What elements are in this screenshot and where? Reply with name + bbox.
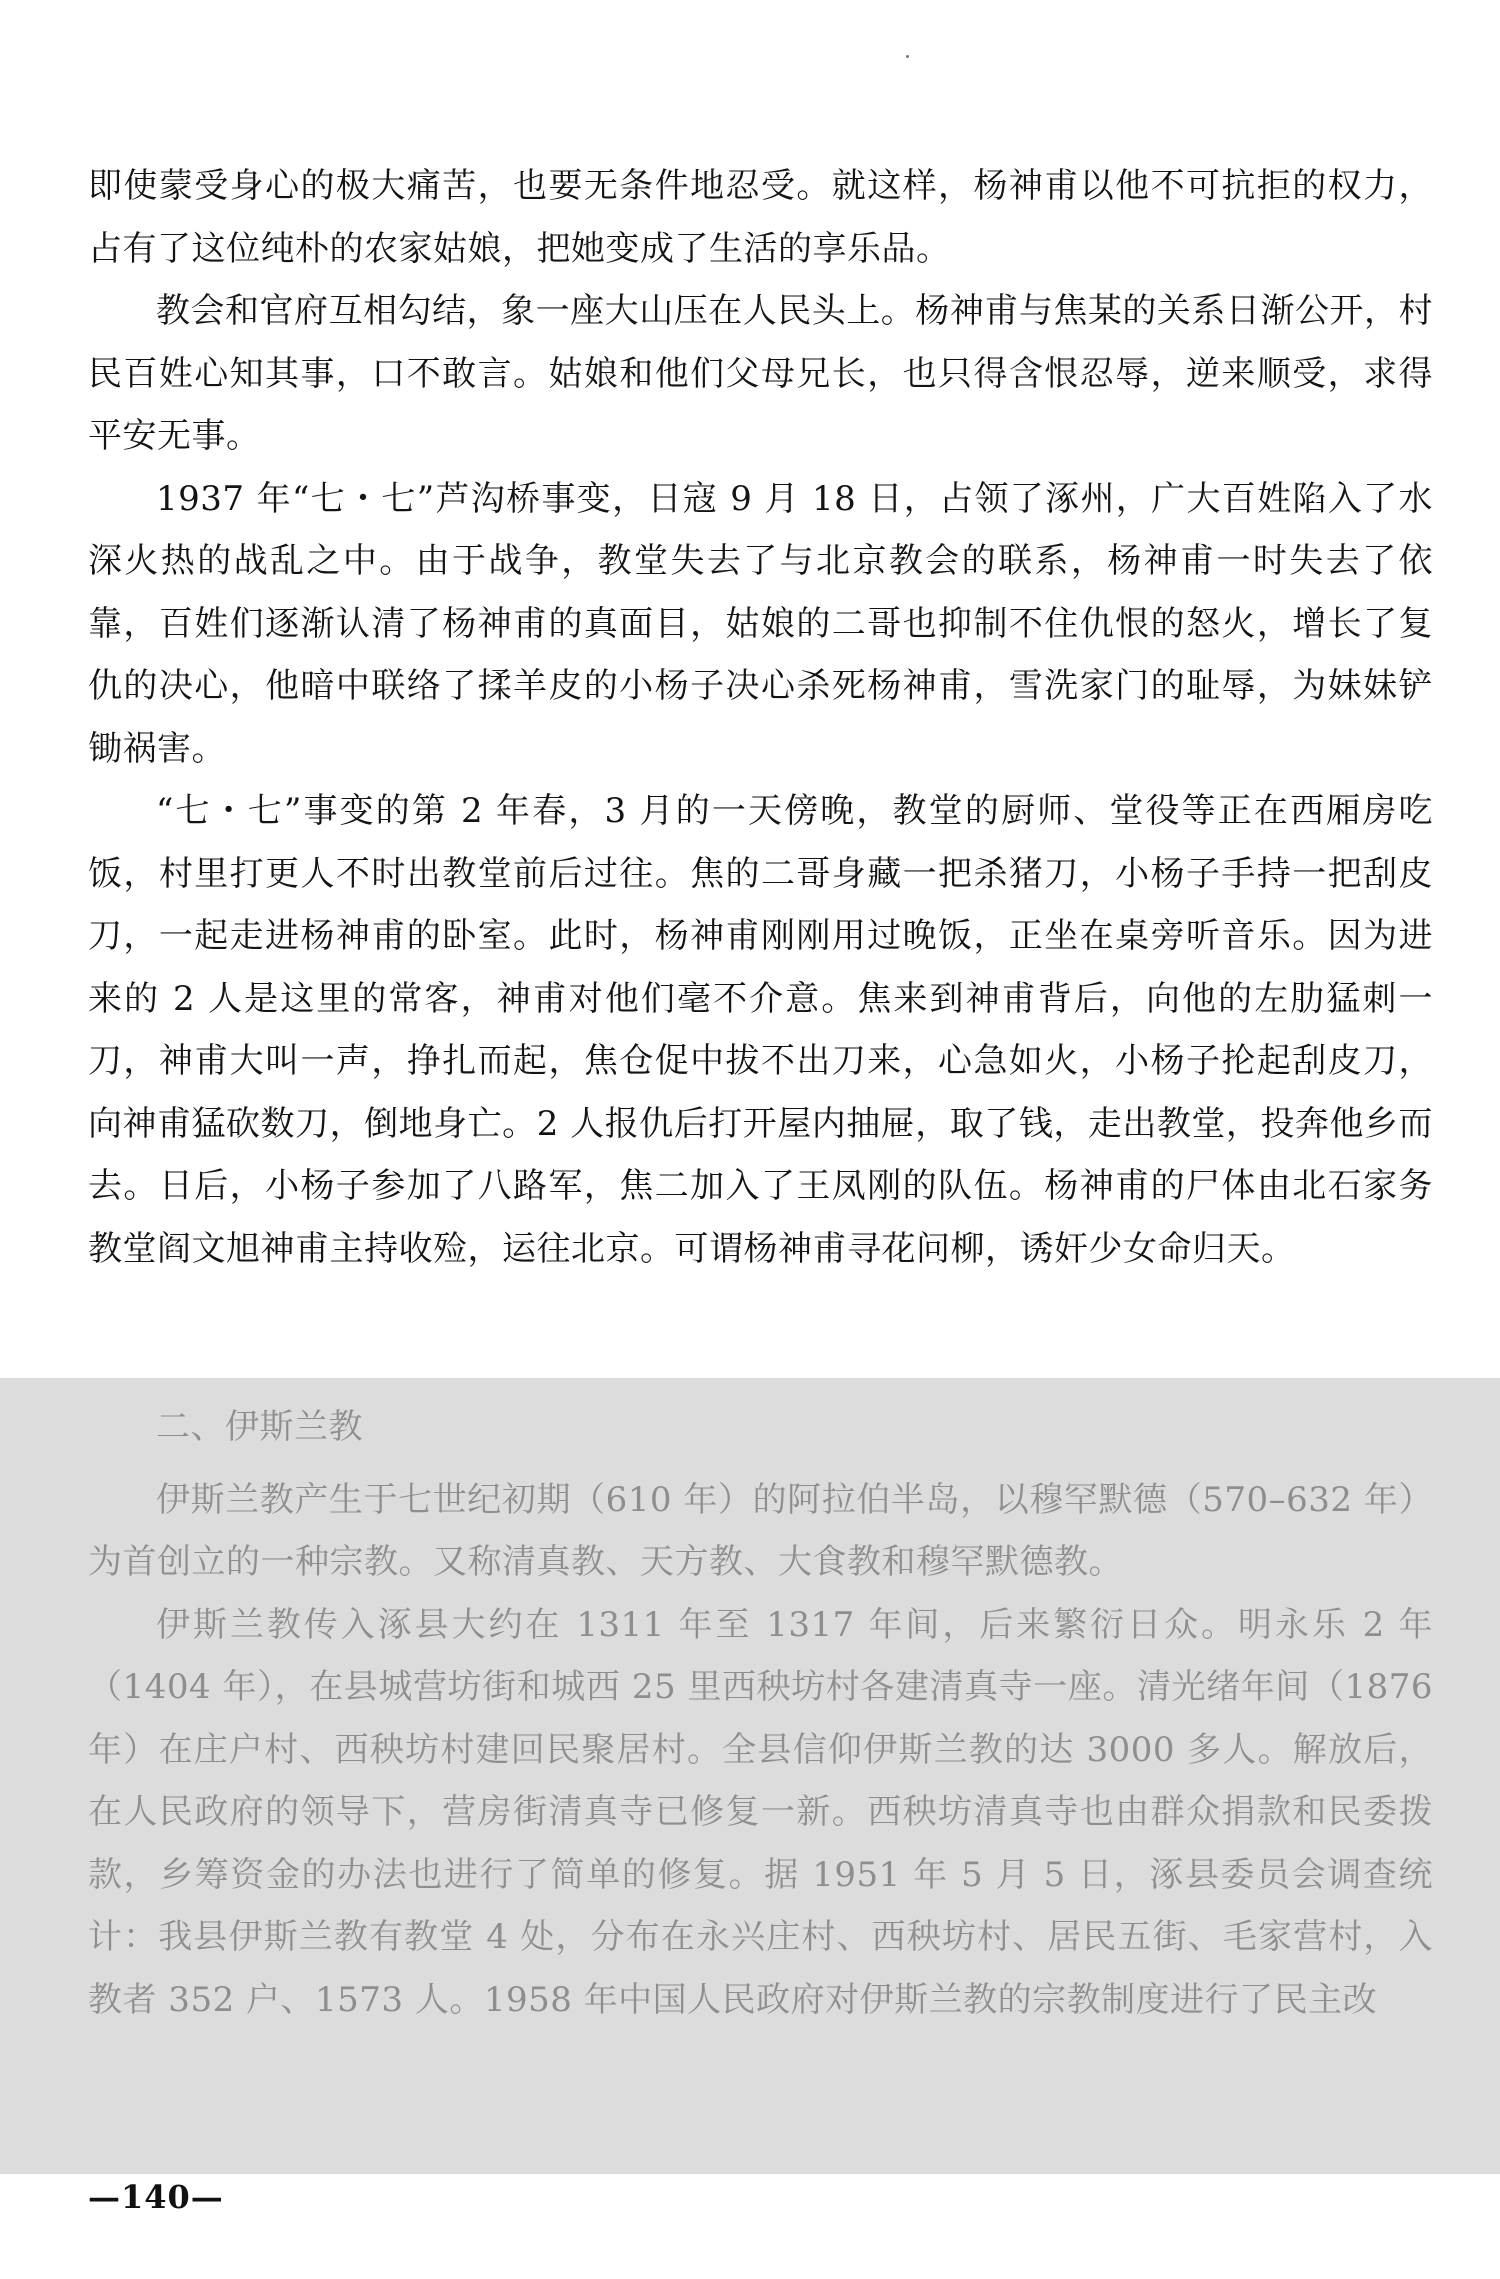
lower-text-block (88, 1396, 1433, 2031)
scan-speck (906, 55, 909, 58)
paragraph-continued: 即使蒙受身心的极大痛苦，也要无条件地忍受。就这样，杨神甫以他不可抗拒的权力，占有了这位纯朴的农家姑娘，把她变成了生活的享乐品。 (88, 166, 1433, 269)
paragraph-islam-zhuoxian: 伊斯兰教传入涿县大约在 1311 年至 1317 年间，后来繁衍日众。明永乐 2 年（1404 年），在县城营坊街和城西 25 里西秧坊村各建清真寺一座。清光绪年间（1876 年）在庄户村、西秧坊村建回民聚居村。全县信仰伊斯兰教的达 3000 多人。解放后，在人民政府的领导下，营房街清真寺已修复一新。西秧坊清真寺也由群众捐款和民委拨款，乡筹资金的办法也进行了简单的修复。据 1951 年 5 月 5 日，涿县委员会调查统计：我县伊斯兰教有教堂 4 处，分布在永兴庄村、西秧坊村、居民五街、毛家营村，入教者 352 户、1573 人。1958 年中国人民政府对伊斯兰教的宗教制度进行了民主改 (88, 1604, 1433, 2020)
paragraph-revenge: “七・七”事变的第 2 年春，3 月的一天傍晚，教堂的厨师、堂役等正在西厢房吃饭，村里打更人不时出教堂前后过往。焦的二哥身藏一把杀猪刀，小杨子手持一把刮皮刀，一起走进杨神甫的卧室。此时，杨神甫刚刚用过晚饭，正坐在桌旁听音乐。因为进来的 2 人是这里的常客，神甫对他们毫不介意。焦来到神甫背后，向他的左肋猛刺一刀，神甫大叫一声，挣扎而起，焦仓促中拔不出刀来，心急如火，小杨子抡起刮皮刀，向神甫猛砍数刀，倒地身亡。2 人报仇后打开屋内抽屉，取了钱，走出教堂，投奔他乡而去。日后，小杨子参加了八路军，焦二加入了王凤刚的队伍。杨神甫的尸体由北石家务教堂阎文旭神甫主持收殓，运往北京。可谓杨神甫寻花问柳，诱奸少女命归天。 (88, 791, 1433, 1269)
upper-text-block (88, 155, 1433, 1280)
section-heading-islam: 二、伊斯兰教 (156, 1407, 363, 1447)
paragraph-1937-incident: 1937 年“七・七”芦沟桥事变，日寇 9 月 18 日，占领了涿州，广大百姓陷入了水深火热的战乱之中。由于战争，教堂失去了与北京教会的联系，杨神甫一时失去了依靠，百姓们逐渐认清了杨神甫的真面目，姑娘的二哥也抑制不住仇恨的怒火，增长了复仇的决心，他暗中联络了揉羊皮的小杨子决心杀死杨神甫，雪洗家门的耻辱，为妹妹铲锄祸害。 (88, 478, 1433, 769)
paragraph-islam-origin: 伊斯兰教产生于七世纪初期（610 年）的阿拉伯半岛，以穆罕默德（570–632 年）为首创立的一种宗教。又称清真教、天方教、大食教和穆罕默德教。 (88, 1479, 1433, 1582)
page-number: —140— (88, 2178, 224, 2216)
paragraph-church-collusion: 教会和官府互相勾结，象一座大山压在人民头上。杨神甫与焦某的关系日渐公开，村民百姓心知其事，口不敢言。姑娘和他们父母兄长，也只得含恨忍辱，逆来顺受，求得平安无事。 (88, 291, 1433, 456)
